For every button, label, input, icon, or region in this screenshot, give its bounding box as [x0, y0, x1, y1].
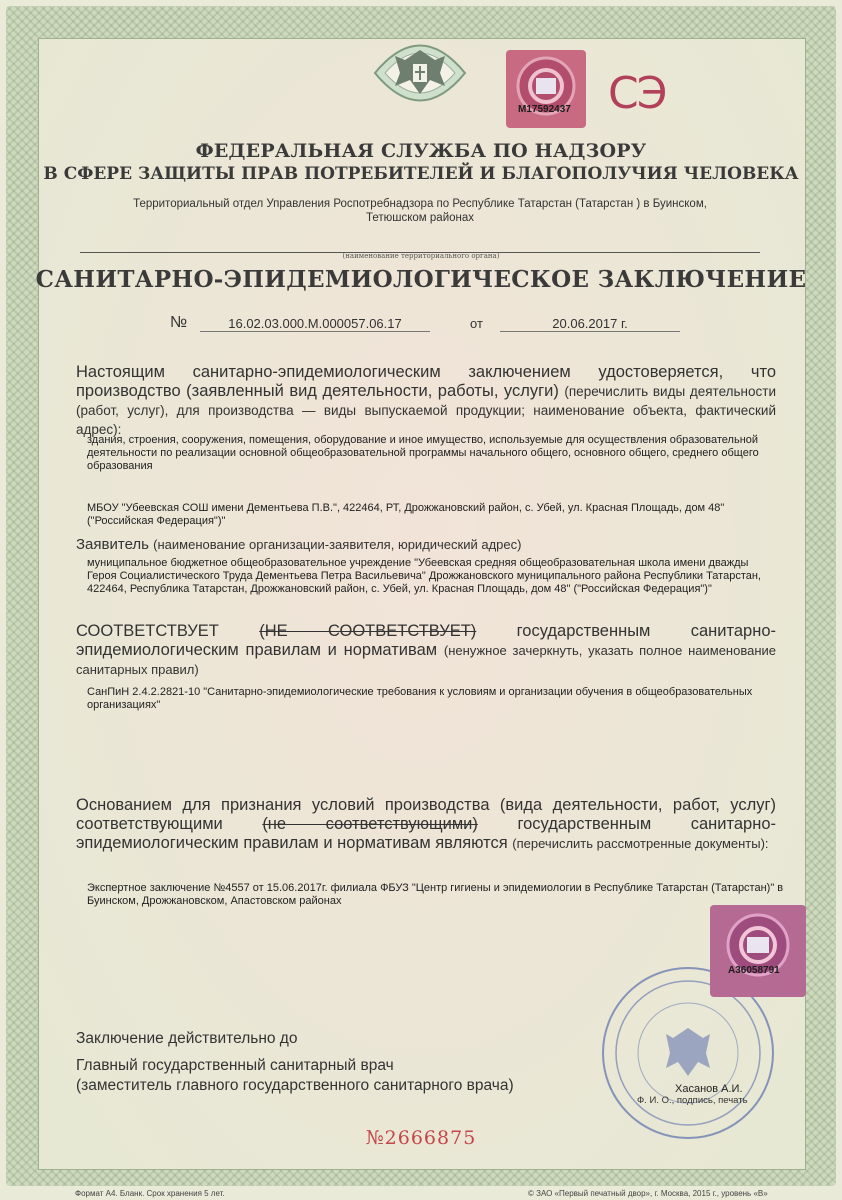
certification-intro — [76, 363, 776, 439]
agency-title-line2: В СФЕРЕ ЗАЩИТЫ ПРАВ ПОТРЕБИТЕЛЕЙ И БЛАГОПОЛУЧИЯ ЧЕЛОВЕКА — [43, 164, 799, 184]
conformity-note: (ненужное зачеркнуть, указать полное наименование санитарных правил) — [76, 643, 776, 677]
department-caption: (наименование территориального органа) — [342, 252, 500, 260]
territorial-department: Территориальный отдел Управления Роспотребнадзора по Республике Татарстан (Татарстан ) в Буинском, Тетюшском районах — [133, 198, 707, 224]
deputy-chief-title: (заместитель главного государственного санитарного врача) — [76, 1077, 514, 1094]
applicant-note: (наименование организации-заявителя, юридический адрес) — [153, 537, 522, 552]
conformity-word: СООТВЕТСТВУЕТ — [76, 622, 219, 640]
hologram-sticker-icon — [506, 50, 586, 128]
conformity-rest: государственным санитарно-эпидемиологическим правилам и нормативам — [76, 622, 776, 659]
basis-statement — [76, 796, 776, 853]
hologram-sticker-icon — [710, 905, 806, 997]
valid-until-label: Заключение действительно до — [76, 1030, 298, 1047]
footer-right: © ЗАО «Первый печатный двор», г. Москва, 2015 г., уровень «В» — [528, 1189, 768, 1198]
intro-note: (перечислить виды деятельности (работ, услуг), для производства — виды выпускаемой продукции; наименование объекта, фактический адрес): — [76, 384, 776, 437]
intro-main: Настоящим санитарно-эпидемиологическим заключением удостоверяется, что производство (заявленный вид деятельности, работы, услуги) — [76, 363, 776, 400]
object-address: МБОУ "Убеевская СОШ имени Дементьева П.В.", 422464, РТ, Дрожжановский район, с. Убей, ул. Красная Площадь, дом 48" ("Российская Федерация")" — [87, 502, 725, 527]
signer-caption: Ф. И. О., подпись, печать — [637, 1095, 748, 1106]
basis-struck: (не соответствующими) — [262, 815, 478, 833]
hologram-code-2: A36058791 — [728, 965, 780, 976]
document-title: САНИТАРНО-ЭПИДЕМИОЛОГИЧЕСКОЕ ЗАКЛЮЧЕНИЕ — [35, 266, 807, 293]
blank-serial-number: №2666875 — [365, 1127, 477, 1149]
rospotrebnadzor-emblem-icon — [365, 28, 475, 118]
number-row — [170, 316, 690, 336]
document-date: 20.06.2017 г. — [500, 316, 680, 332]
expert-conclusion: Экспертное заключение №4557 от 15.06.2017г. филиала ФБУЗ "Центр гигиены и эпидемиологии в Республике Татарстан (Татарстан)" в Буинском, Дрожжановском, Апастовском районах — [87, 882, 784, 907]
date-label: от — [470, 316, 483, 331]
conformity-struck: (НЕ СООТВЕТСТВУЕТ) — [259, 622, 477, 640]
basis-end: государственным санитарно-эпидемиологическим правилам и нормативам являются — [76, 815, 776, 852]
applicant-value: муниципальное бюджетное общеобразовательное учреждение "Убеевская средняя общеобразовательная школа имени дважды Героя Социалистического Труда Дементьева Петра Васильевича" Дрожжановского муниципального района Республики Татарстан, 422464, Республика Татарстан, Дрожжановский район, с. Убей, ул. Красная Площадь, дом 48" ("Российская Федерация")" — [87, 557, 761, 595]
basis-start: Основанием для признания условий производства (вида деятельности, работ, услуг) соответствующими — [76, 796, 776, 833]
number-label: № — [170, 314, 188, 331]
se-logo: СЭ — [608, 68, 666, 119]
sanitary-rules: СанПиН 2.4.2.2821-10 "Санитарно-эпидемиологические требования к условиям и организации обучения в общеобразовательных организациях" — [87, 686, 753, 711]
footer-left: Формат А4. Бланк. Срок хранения 5 лет. — [75, 1189, 225, 1198]
agency-title-line1: ФЕДЕРАЛЬНАЯ СЛУЖБА ПО НАДЗОРУ — [195, 140, 647, 162]
document-number: 16.02.03.000.М.000057.06.17 — [200, 316, 430, 332]
applicant-heading — [76, 536, 521, 553]
chief-doctor-title: Главный государственный санитарный врач — [76, 1057, 394, 1074]
applicant-label: Заявитель — [76, 536, 149, 553]
hologram-code: M17592437 — [518, 104, 571, 115]
conformity-statement — [76, 622, 776, 679]
basis-note: (перечислить рассмотренные документы): — [512, 836, 769, 851]
signer-name: Хасанов А.И. — [675, 1083, 743, 1095]
activity-description: здания, строения, сооружения, помещения, оборудование и иное имущество, используемые для осуществления образовательной деятельности по реализации основной общеобразовательной программы начального общего, основного общего, среднего общего образования — [87, 434, 759, 472]
